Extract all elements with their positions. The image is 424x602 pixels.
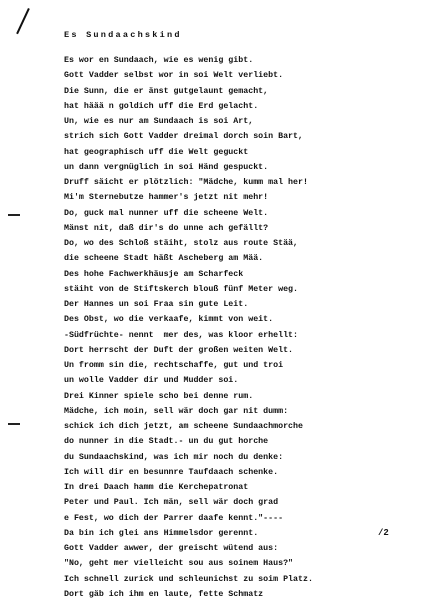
poem-line: die scheene Stadt häßt Ascheberg am Mää. <box>64 254 264 264</box>
poem-line: Ich will dir en besunnre Taufdaach schenke. <box>64 467 279 477</box>
poem-line: schick ich dich jetzt, am scheene Sundaachmorche <box>64 422 303 431</box>
poem-line: Mänst nit, daß dir's do unne ach gefällt? <box>64 223 269 233</box>
poem-line: Ich schnell zurick und schleunichst zu soim Platz. <box>64 574 313 584</box>
poem-line: Des Obst, wo die verkaafe, kimmt von weit. <box>64 315 274 325</box>
poem-line: Do, guck mal nunner uff die scheene Welt. <box>64 208 269 218</box>
poem-line: Peter und Paul. Ich män, sell wär doch grad <box>64 498 279 508</box>
poem-line: du Sundaachskind, was ich mir noch du denke: <box>64 452 284 462</box>
poem-line: Druff säicht er plötzlich: "Mädche, kumm mal her! <box>64 178 308 187</box>
poem-title: Es Sundaachskind <box>64 30 182 40</box>
poem-line: Es wor en Sundaach, wie es wenig gibt. <box>64 56 254 65</box>
poem-line: In drei Daach hamm die Kerchepatronat <box>64 483 249 492</box>
poem-line: Des hohe Fachwerkhäusje am Scharfeck <box>64 269 244 279</box>
poem-line: Die Sunn, die er änst gutgelaunt gemacht, <box>64 86 269 96</box>
poem-line: Mi'm Sternebutze hammer's jetzt nit mehr! <box>64 193 269 203</box>
poem-line: Dort herrscht der Duft der großen weiten Welt. <box>64 345 294 355</box>
poem-line: "No, geht mer vielleicht sou aus soinem Haus?" <box>64 559 294 569</box>
poem-line: Un, wie es nur am Sundaach is soi Art, <box>64 117 254 126</box>
poem-body <box>64 53 414 602</box>
poem-line: Drei Kinner spiele scho bei denne rum. <box>64 391 254 401</box>
poem-line: Do, wo des Schloß stäiht, stolz aus route Stää, <box>64 239 299 248</box>
poem-line: hat häää n goldich uff die Erd gelacht. <box>64 101 259 111</box>
page-number: /2 <box>378 528 389 538</box>
poem-line: Gott Vadder selbst wor in soi Welt verliebt. <box>64 71 284 81</box>
poem-line: Mädche, ich moin, sell wär doch gar nit dumm: <box>64 406 289 416</box>
poem-line: stäiht von de Stiftskerch blouß fünf Meter weg. <box>64 284 299 294</box>
poem-line: do nunner in die Stadt.- un du gut horche <box>64 437 269 447</box>
poem-line: un wolle Vadder dir und Mudder soi. <box>64 376 239 386</box>
poem-line: un dann vergnüglich in soi Händ gespuckt. <box>64 162 269 172</box>
poem-line: Dort gäb ich ihm en laute, fette Schmatz <box>64 589 264 599</box>
poem-line: -Südfrüchte- nennt mer des, was kloor erhellt: <box>64 330 299 340</box>
poem-line: Gott Vadder awwer, der greischt wütend aus: <box>64 544 279 553</box>
margin-punch-mark <box>8 214 20 216</box>
poem-line: e Fest, wo dich der Parrer daafe kennt."---- <box>64 513 284 523</box>
poem-line: strich sich Gott Vadder dreimal dorch soin Bart, <box>64 132 303 142</box>
poem-line: Der Hannes un soi Fraa sin gute Leit. <box>64 300 249 309</box>
poem-line: Un fromm sin die, rechtschaffe, gut und troi <box>64 361 284 370</box>
handwritten-slash-mark <box>16 8 30 34</box>
margin-punch-mark <box>8 423 20 425</box>
poem-line: Da bin ich glei ans Himmelsdor gerennt. <box>64 528 259 538</box>
poem-line: hat geographisch uff die Welt geguckt <box>64 147 249 157</box>
